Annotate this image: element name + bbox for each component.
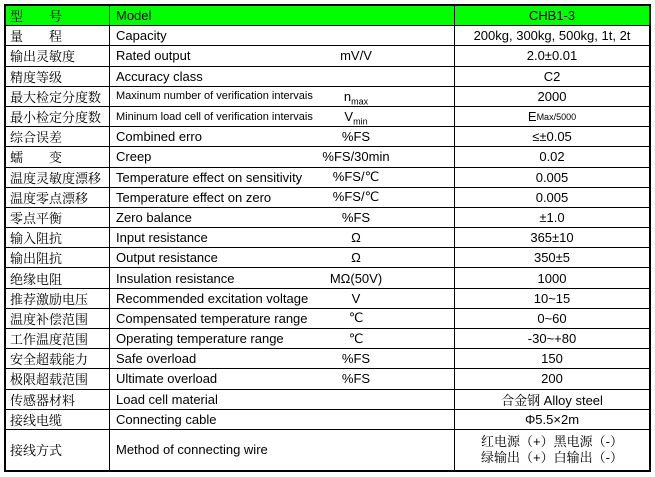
unit: %FS/℃ xyxy=(332,169,380,185)
unit: Ω xyxy=(351,230,361,246)
row-capacity xyxy=(6,26,649,46)
label-cn: 绝缘电阻 xyxy=(6,268,110,287)
label-cn: 安全超载能力 xyxy=(6,349,110,368)
row-rated-output xyxy=(6,46,649,66)
row-model xyxy=(6,6,649,26)
row-creep xyxy=(6,147,649,167)
row-accuracy-class xyxy=(6,67,649,87)
label-cn: 输出灵敏度 xyxy=(6,46,110,65)
value: 350±5 xyxy=(533,250,571,266)
label-en: Combined erro xyxy=(116,129,202,145)
unit: %FS/30min xyxy=(322,149,390,165)
value: 1000 xyxy=(537,270,567,286)
label-en: Rated output xyxy=(116,48,191,64)
label-en: Temperature effect on sensitivity xyxy=(116,169,303,185)
row-input-resistance xyxy=(6,228,649,248)
unit: ℃ xyxy=(348,310,364,326)
label-en: Zero balance xyxy=(116,209,192,225)
value: 200 xyxy=(541,371,563,387)
row-insulation-resistance xyxy=(6,268,649,288)
row-excitation-voltage xyxy=(6,289,649,309)
label-en: Load cell material xyxy=(116,391,218,407)
label-en: Method of connecting wire xyxy=(116,442,268,458)
load-cell-spec-table xyxy=(4,4,651,472)
value: 0.005 xyxy=(535,169,569,185)
unit: %FS xyxy=(341,129,371,145)
label-en: Operating temperature range xyxy=(116,331,284,347)
wire-line-1: 红电源（+）黑电源（-） xyxy=(481,433,623,449)
label-en: Mininum load cell of verification intervais xyxy=(116,110,313,123)
label-cn: 推荐激励电压 xyxy=(6,289,110,308)
row-load-cell-material xyxy=(6,390,649,410)
value: C2 xyxy=(543,68,561,84)
label-en: Temperature effect on zero xyxy=(116,189,272,205)
value: ±1.0 xyxy=(539,209,565,225)
label-cn: 精度等级 xyxy=(6,67,110,86)
value: 0~60 xyxy=(537,310,567,326)
value: Φ5.5×2m xyxy=(524,411,580,427)
label-en: Compensated temperature range xyxy=(116,310,308,326)
value: 0.005 xyxy=(535,189,569,205)
label-cn: 综合误差 xyxy=(6,127,110,146)
label-en-model: Model xyxy=(116,8,152,24)
label-cn: 最小检定分度数 xyxy=(6,107,110,126)
row-max-verification-intervals xyxy=(6,87,649,107)
unit: mV/V xyxy=(340,48,372,64)
label-en: Output resistance xyxy=(116,250,218,266)
value: 200kg, 300kg, 500kg, 1t, 2t xyxy=(473,28,631,44)
label-cn: 工作温度范围 xyxy=(6,329,110,348)
label-en: Recommended excitation voltage xyxy=(116,290,309,306)
wire-line-2: 绿输出（+）白输出（-） xyxy=(481,449,623,465)
unit: %FS xyxy=(341,371,371,387)
unit: $n_{max}$ xyxy=(343,88,369,106)
label-en: Ultimate overload xyxy=(116,371,218,387)
row-operating-temp-range xyxy=(6,329,649,349)
label-en: Accuracy class xyxy=(116,68,203,84)
unit: MΩ(50V) xyxy=(329,270,383,286)
label-cn: 输出阻抗 xyxy=(6,248,110,267)
row-connecting-wire-method xyxy=(6,430,649,470)
value: 2000 xyxy=(537,88,567,104)
label-en: Capacity xyxy=(116,28,167,44)
label-cn: 温度零点漂移 xyxy=(6,188,110,207)
unit: %FS xyxy=(341,351,371,367)
label-cn: 温度灵敏度漂移 xyxy=(6,168,110,187)
unit: V xyxy=(351,290,361,306)
label-cn: 传感器材料 xyxy=(6,390,110,409)
value: ≤±0.05 xyxy=(532,129,572,145)
value: 2.0±0.01 xyxy=(526,48,578,64)
value: 365±10 xyxy=(530,230,574,246)
label-en: Maxinum number of verification intervais xyxy=(116,90,313,103)
value: 150 xyxy=(541,351,563,367)
label-cn: 接线电缆 xyxy=(6,410,110,429)
row-temp-effect-zero xyxy=(6,188,649,208)
row-zero-balance xyxy=(6,208,649,228)
value: -30~+80 xyxy=(527,331,577,347)
row-safe-overload xyxy=(6,349,649,369)
unit: $V_{min}$ xyxy=(344,109,368,127)
unit: %FS xyxy=(341,209,371,225)
row-combined-error xyxy=(6,127,649,147)
value: 合金钢 Alloy steel xyxy=(501,392,603,408)
label-cn: 输入阻抗 xyxy=(6,228,110,247)
value xyxy=(455,430,649,470)
row-compensated-temp-range xyxy=(6,309,649,329)
label-en: Creep xyxy=(116,149,152,165)
value: 0.02 xyxy=(539,149,565,165)
label-en: Insulation resistance xyxy=(116,270,235,286)
label-cn: 最大检定分度数 xyxy=(6,87,110,106)
label-en: Connecting cable xyxy=(116,411,217,427)
label-cn: 温度补偿范围 xyxy=(6,309,110,328)
label-cn: 零点平衡 xyxy=(6,208,110,227)
label-cn: 量 程 xyxy=(6,26,110,45)
label-cn: 蠕 变 xyxy=(6,147,110,166)
label-cn: 极限超载范围 xyxy=(6,369,110,388)
value: 10~15 xyxy=(533,290,571,306)
unit: %FS/℃ xyxy=(332,189,380,205)
row-min-verification-intervals xyxy=(6,107,649,127)
label-en: Input resistance xyxy=(116,230,208,246)
unit: ℃ xyxy=(348,330,364,346)
unit: Ω xyxy=(351,250,361,266)
row-ultimate-overload xyxy=(6,369,649,389)
value-model: CHB1-3 xyxy=(528,8,576,24)
row-connecting-cable xyxy=(6,410,649,430)
row-temp-effect-sensitivity xyxy=(6,168,649,188)
label-cn-model: 型 号 xyxy=(6,6,110,25)
label-cn: 接线方式 xyxy=(6,430,110,470)
row-output-resistance xyxy=(6,248,649,268)
label-en: Safe overload xyxy=(116,351,197,367)
value: E Max/5000 xyxy=(527,109,577,125)
